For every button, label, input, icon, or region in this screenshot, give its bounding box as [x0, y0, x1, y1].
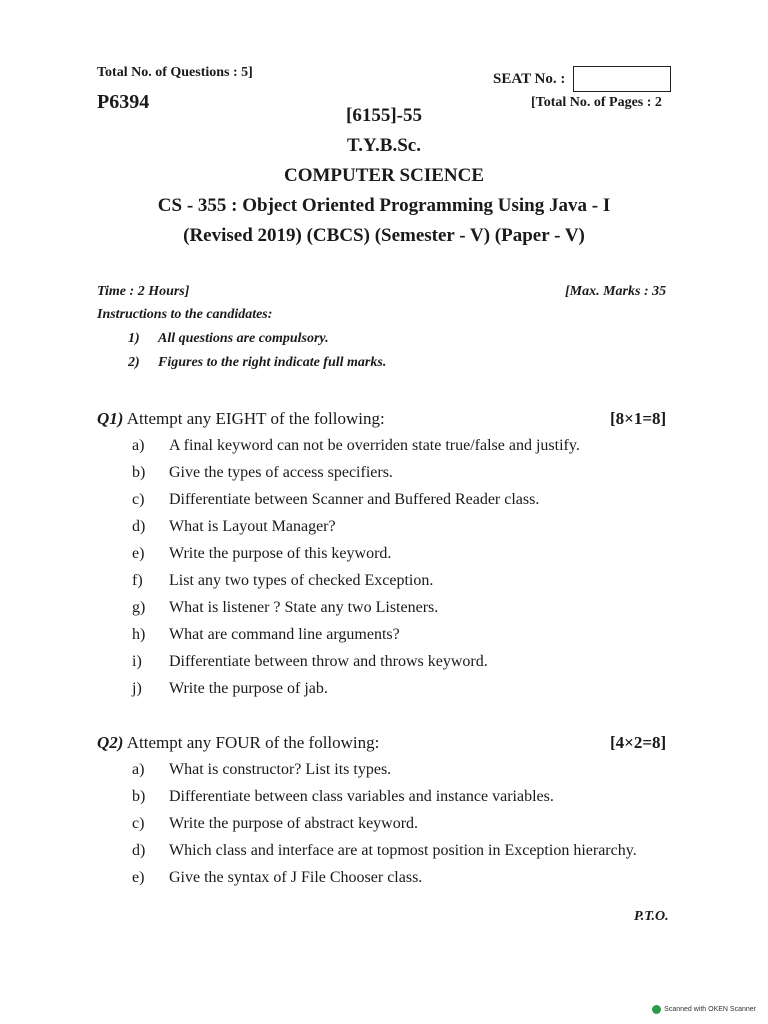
item-text: A final keyword can not be overriden state true/false and justify.	[169, 437, 580, 454]
question-item	[0, 437, 768, 459]
instructions-title: Instructions to the candidates:	[97, 307, 273, 322]
question-prompt: Attempt any EIGHT of the following:	[126, 409, 385, 428]
question-marks: [8×1=8]	[610, 409, 667, 428]
item-label: e)	[132, 869, 145, 886]
item-label: c)	[132, 815, 145, 832]
question-item	[0, 545, 768, 567]
revision-line: (Revised 2019) (CBCS) (Semester - V) (Paper - V)	[183, 225, 585, 246]
scanner-logo-icon	[652, 1005, 661, 1014]
question-item	[0, 599, 768, 621]
scanner-text: Scanned with OKEN Scanner	[664, 1006, 756, 1013]
instruction-text: Figures to the right indicate full marks.	[158, 355, 387, 370]
total-pages: [Total No. of Pages : 2	[531, 95, 662, 110]
item-text: What is listener ? State any two Listeners.	[169, 599, 439, 616]
question-item	[0, 869, 768, 891]
max-marks: [Max. Marks : 35	[565, 284, 667, 299]
time-label: Time : 2 Hours]	[97, 284, 190, 299]
question-item	[0, 680, 768, 702]
item-label: b)	[132, 788, 146, 805]
question-item	[0, 653, 768, 675]
item-label: j)	[132, 680, 142, 697]
item-text: Write the purpose of jab.	[169, 680, 328, 697]
instruction-num: 1)	[128, 331, 140, 346]
item-text: Give the types of access specifiers.	[169, 464, 393, 481]
instruction-text: All questions are compulsory.	[158, 331, 329, 346]
question-item	[0, 788, 768, 810]
question-item	[0, 572, 768, 594]
item-label: e)	[132, 545, 145, 562]
seat-no-box[interactable]	[573, 66, 671, 92]
item-text: Differentiate between class variables and instance variables.	[169, 788, 554, 805]
item-label: a)	[132, 437, 145, 454]
course-title: CS - 355 : Object Oriented Programming Using Java - I	[157, 195, 611, 216]
question-item	[0, 761, 768, 783]
question-item	[0, 464, 768, 486]
question-header	[97, 409, 385, 429]
item-label: d)	[132, 518, 146, 535]
seat-no-label: SEAT No. :	[493, 71, 566, 87]
item-text: What is constructor? List its types.	[169, 761, 392, 778]
item-label: h)	[132, 626, 146, 643]
item-label: b)	[132, 464, 146, 481]
question-marks: [4×2=8]	[610, 733, 667, 752]
item-text: What is Layout Manager?	[169, 518, 336, 535]
item-text: List any two types of checked Exception.	[169, 572, 434, 589]
question-number: Q2)	[97, 733, 124, 752]
question-item	[0, 518, 768, 540]
item-label: d)	[132, 842, 146, 859]
paper-code: [6155]-55	[346, 105, 422, 126]
question-number: Q1)	[97, 409, 124, 428]
item-text: What are command line arguments?	[169, 626, 400, 643]
question-item	[0, 842, 768, 864]
item-text: Write the purpose of abstract keyword.	[169, 815, 419, 832]
item-text: Differentiate between Scanner and Buffered Reader class.	[169, 491, 540, 508]
question-prompt: Attempt any FOUR of the following:	[126, 733, 380, 752]
item-text: Differentiate between throw and throws keyword.	[169, 653, 488, 670]
item-label: f)	[132, 572, 143, 589]
subject: COMPUTER SCIENCE	[283, 165, 485, 186]
item-label: i)	[132, 653, 142, 670]
scanner-watermark	[652, 1005, 756, 1014]
question-header	[97, 733, 379, 753]
item-text: Which class and interface are at topmost position in Exception hierarchy.	[169, 842, 637, 859]
total-questions: Total No. of Questions : 5]	[97, 65, 253, 80]
paper-id: P6394	[97, 91, 150, 113]
item-label: c)	[132, 491, 145, 508]
instruction-num: 2)	[128, 355, 140, 370]
question-item	[0, 815, 768, 837]
degree: T.Y.B.Sc.	[347, 135, 421, 156]
item-text: Write the purpose of this keyword.	[169, 545, 392, 562]
pto-label: P.T.O.	[634, 909, 669, 924]
item-label: a)	[132, 761, 145, 778]
question-item	[0, 491, 768, 513]
item-label: g)	[132, 599, 146, 616]
item-text: Give the syntax of J File Chooser class.	[169, 869, 423, 886]
question-item	[0, 626, 768, 648]
